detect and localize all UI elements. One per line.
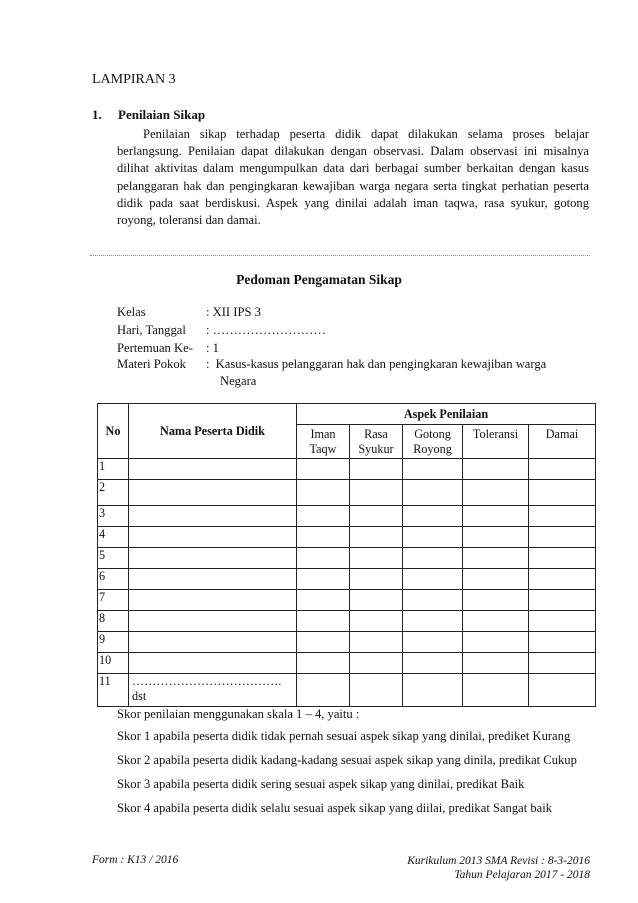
- sub-toleransi: Toleransi: [463, 425, 529, 459]
- sub-iman-1: Iman: [310, 427, 336, 441]
- observation-table: [97, 403, 596, 707]
- table-row: [98, 506, 596, 527]
- tanggal-label: Hari, Tanggal: [117, 323, 186, 337]
- materi-label: Materi Pokok: [117, 357, 186, 371]
- sub-iman: [297, 425, 350, 459]
- table-row: [98, 674, 596, 707]
- section-title-text: Penilaian Sikap: [118, 107, 206, 122]
- intro-paragraph: [117, 126, 589, 229]
- row-number: 7: [98, 590, 129, 611]
- materi-separator: :: [206, 357, 210, 371]
- score-3: Skor 3 apabila peserta didik sering sesuai aspek sikap yang dinilai, predikat Baik: [117, 777, 525, 791]
- row-number: 5: [98, 548, 129, 569]
- sub-gotong-1: Gotong: [414, 427, 451, 441]
- row-number: 6: [98, 569, 129, 590]
- pertemuan-value: : 1: [206, 341, 219, 355]
- last-row-dst: dst: [132, 689, 147, 703]
- score-2: Skor 2 apabila peserta didik kadang-kadang sesuai aspek sikap yang dinila, predikat Cukup: [117, 753, 577, 767]
- row-number: 10: [98, 653, 129, 674]
- table-row: [98, 527, 596, 548]
- table-row: [98, 611, 596, 632]
- score-intro: Skor penilaian menggunakan skala 1 – 4, yaitu :: [117, 707, 360, 721]
- materi-value-line1: Kasus-kasus pelanggaran hak dan pengingkaran kewajiban warga: [215, 357, 547, 371]
- footer-form: Form : K13 / 2016: [92, 854, 179, 866]
- materi-value: [206, 356, 546, 372]
- score-1: Skor 1 apabila peserta didik tidak pernah sesuai aspek sikap yang dinilai, prediket Kurang: [117, 729, 571, 743]
- intro-paragraph-text: Penilaian sikap terhadap peserta didik dapat dilakukan selama proses belajar berlangsung. Penilaian dapat dilakukan dengan observasi. Dalam observasi ini misalnya dilihat aktivitas dalam mengumpulkan data dari berbagai sumber berkaitan dengan kasus pelanggaran hak dan pengingkaran kewajiban warga negara serta tingkat perhatian peserta didik pada saat berdiskusi. Aspek yang dinilai adalah iman taqwa, rasa syukur, gotong royong, toleransi dan damai.: [117, 127, 589, 228]
- page-heading: LAMPIRAN 3: [92, 72, 176, 87]
- header-aspek: Aspek Penilaian: [297, 404, 596, 425]
- table-row: [98, 459, 596, 480]
- last-row-dots: ……………………………….: [132, 674, 282, 688]
- row-number: 11: [98, 674, 129, 707]
- table-row: [98, 480, 596, 506]
- sub-rasa-2: Syukur: [358, 442, 394, 456]
- sub-gotong: [403, 425, 463, 459]
- kelas-value: : XII IPS 3: [206, 305, 261, 319]
- score-4: Skor 4 apabila peserta didik selalu sesuai aspek sikap yang diilai, predikat Sangat baik: [117, 801, 553, 815]
- sub-iman-2: Taqw: [309, 442, 337, 456]
- footer-curriculum-line2: Tahun Pelajaran 2017 - 2018: [454, 869, 590, 881]
- sub-damai: Damai: [529, 425, 596, 459]
- row-number: 9: [98, 632, 129, 653]
- dotted-divider: [90, 255, 590, 256]
- guide-title: Pedoman Pengamatan Sikap: [236, 272, 402, 287]
- footer-curriculum: [407, 854, 590, 882]
- pertemuan-label: Pertemuan Ke-: [117, 341, 193, 355]
- table-row: [98, 653, 596, 674]
- table-row: [98, 632, 596, 653]
- row-number: 4: [98, 527, 129, 548]
- last-row-name: [129, 674, 297, 707]
- header-name: Nama Peserta Didik: [129, 404, 297, 459]
- sub-rasa: [350, 425, 403, 459]
- header-no: No: [98, 404, 129, 459]
- sub-gotong-2: Royong: [413, 442, 452, 456]
- kelas-label: Kelas: [117, 305, 146, 319]
- sub-rasa-1: Rasa: [364, 427, 388, 441]
- section-number: 1.: [92, 107, 102, 122]
- section-title: [92, 107, 205, 123]
- row-number: 1: [98, 459, 129, 480]
- table-row: [98, 590, 596, 611]
- table-row: [98, 548, 596, 569]
- footer-curriculum-line1: Kurikulum 2013 SMA Revisi : 8-3-2016: [407, 855, 590, 867]
- materi-value-line2: Negara: [220, 374, 257, 388]
- row-number: 3: [98, 506, 129, 527]
- table-row: [98, 569, 596, 590]
- row-number: 8: [98, 611, 129, 632]
- tanggal-value: : ………………………: [206, 323, 326, 337]
- row-number: 2: [98, 480, 129, 506]
